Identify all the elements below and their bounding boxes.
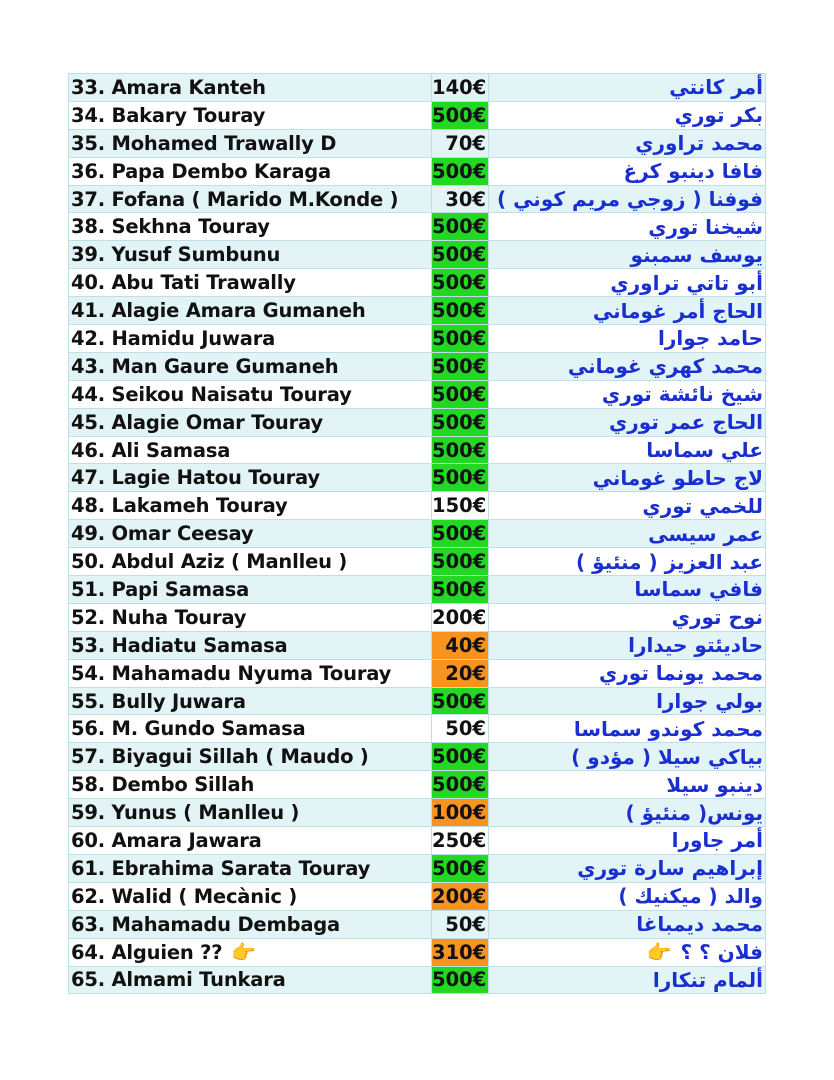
- donor-name-cell: [69, 687, 432, 715]
- table-row: [69, 715, 766, 743]
- donor-name: 60. Amara Jawara: [71, 828, 262, 852]
- donor-name: 35. Mohamed Trawally D: [71, 131, 337, 155]
- donor-name: 59. Yunus ( Manlleu ): [71, 801, 300, 825]
- donor-name: 36. Papa Dembo Karaga: [71, 159, 332, 183]
- table-row: [69, 101, 766, 129]
- donor-name: 45. Alagie Omar Touray: [71, 410, 323, 434]
- arabic-name-cell: إبراهيم سارة توري: [489, 854, 766, 882]
- donor-name-cell: [69, 631, 432, 659]
- arabic-name-cell: محمد كهري غوماني: [489, 352, 766, 380]
- donor-name: 40. Abu Tati Trawally: [71, 271, 296, 295]
- donor-name: 58. Dembo Sillah: [71, 773, 255, 797]
- amount-cell: 310€: [432, 938, 489, 966]
- amount-cell: 500€: [432, 325, 489, 353]
- table-row: [69, 352, 766, 380]
- table-row: [69, 464, 766, 492]
- table-row: [69, 938, 766, 966]
- amount-cell: 500€: [432, 743, 489, 771]
- table-row: [69, 687, 766, 715]
- amount-cell: 50€: [432, 715, 489, 743]
- table-row: [69, 157, 766, 185]
- amount-cell: 50€: [432, 910, 489, 938]
- donor-name-cell: [69, 603, 432, 631]
- donor-name: 38. Sekhna Touray: [71, 215, 270, 239]
- donor-name: 62. Walid ( Mecànic ): [71, 884, 298, 908]
- donor-name-cell: [69, 771, 432, 799]
- donor-name-cell: [69, 576, 432, 604]
- donor-name-cell: [69, 492, 432, 520]
- table-row: [69, 882, 766, 910]
- table-row: [69, 548, 766, 576]
- donor-name: 48. Lakameh Touray: [71, 494, 288, 518]
- donor-name: 54. Mahamadu Nyuma Touray: [71, 661, 392, 685]
- amount-cell: 250€: [432, 827, 489, 855]
- amount-cell: 100€: [432, 799, 489, 827]
- table-row: [69, 213, 766, 241]
- table-row: [69, 436, 766, 464]
- arabic-name-cell: أمر كانتي: [489, 74, 766, 102]
- amount-cell: 200€: [432, 882, 489, 910]
- donor-name: 57. Biyagui Sillah ( Maudo ): [71, 745, 369, 769]
- donor-name-cell: [69, 715, 432, 743]
- donor-name-cell: [69, 241, 432, 269]
- donor-name-cell: [69, 74, 432, 102]
- donor-name-cell: [69, 854, 432, 882]
- arabic-name-cell: الحاج عمر توري: [489, 408, 766, 436]
- table-row: [69, 631, 766, 659]
- donor-name: 55. Bully Juwara: [71, 689, 246, 713]
- amount-cell: 500€: [432, 771, 489, 799]
- donor-list-table: [68, 73, 766, 994]
- amount-cell: 500€: [432, 854, 489, 882]
- table-row: [69, 74, 766, 102]
- donor-name-cell: [69, 743, 432, 771]
- table-row: [69, 854, 766, 882]
- donor-name: 65. Almami Tunkara: [71, 968, 286, 992]
- donor-name-cell: [69, 436, 432, 464]
- arabic-name-cell: شيخ نائشة توري: [489, 380, 766, 408]
- arabic-name-cell: ألمام تنكارا: [489, 966, 766, 994]
- pointing-hand-icon: 👉: [646, 940, 672, 965]
- donor-name: 63. Mahamadu Dembaga: [71, 912, 341, 936]
- donor-name: 46. Ali Samasa: [71, 438, 231, 462]
- table-row: [69, 492, 766, 520]
- table-row: [69, 966, 766, 994]
- table-row: [69, 603, 766, 631]
- amount-cell: 500€: [432, 464, 489, 492]
- arabic-name-cell: محمد كوندو سماسا: [489, 715, 766, 743]
- amount-cell: 500€: [432, 436, 489, 464]
- amount-cell: 500€: [432, 241, 489, 269]
- arabic-name-cell: الحاج أمر غوماني: [489, 297, 766, 325]
- table-row: [69, 129, 766, 157]
- donor-name: 47. Lagie Hatou Touray: [71, 466, 320, 490]
- arabic-name: فلان ؟ ؟: [680, 940, 763, 965]
- table-row: [69, 827, 766, 855]
- donor-name-cell: [69, 659, 432, 687]
- donor-name: 44. Seikou Naisatu Touray: [71, 382, 352, 406]
- donor-name-cell: [69, 185, 432, 213]
- donor-name-cell: [69, 269, 432, 297]
- donor-name-cell: [69, 827, 432, 855]
- donor-name-cell: [69, 101, 432, 129]
- table-row: [69, 520, 766, 548]
- arabic-name-cell: فوفنا ( زوجي مريم كوني ): [489, 185, 766, 213]
- arabic-name-cell: عمر سيسى: [489, 520, 766, 548]
- donor-name-cell: [69, 799, 432, 827]
- amount-cell: 500€: [432, 213, 489, 241]
- amount-cell: 500€: [432, 352, 489, 380]
- arabic-name-cell: [489, 938, 766, 966]
- donor-name-cell: [69, 380, 432, 408]
- arabic-name-cell: دينبو سيلا: [489, 771, 766, 799]
- amount-cell: 500€: [432, 380, 489, 408]
- arabic-name-cell: فافي سماسا: [489, 576, 766, 604]
- arabic-name-cell: نوح توري: [489, 603, 766, 631]
- amount-cell: 500€: [432, 101, 489, 129]
- arabic-name-cell: أمر جاورا: [489, 827, 766, 855]
- arabic-name-cell: حاديئتو حيدارا: [489, 631, 766, 659]
- amount-cell: 500€: [432, 297, 489, 325]
- amount-cell: 500€: [432, 269, 489, 297]
- table-row: [69, 408, 766, 436]
- arabic-name-cell: والد ( ميكنيك ): [489, 882, 766, 910]
- donor-name-cell: [69, 966, 432, 994]
- amount-cell: 500€: [432, 687, 489, 715]
- arabic-name-cell: فافا دينبو كرغ: [489, 157, 766, 185]
- table-row: [69, 659, 766, 687]
- arabic-name-cell: يوسف سمبنو: [489, 241, 766, 269]
- amount-cell: 500€: [432, 157, 489, 185]
- amount-cell: 140€: [432, 74, 489, 102]
- amount-cell: 20€: [432, 659, 489, 687]
- table-row: [69, 269, 766, 297]
- table-row: [69, 241, 766, 269]
- pointing-hand-icon: 👉: [230, 940, 256, 965]
- donor-name: 61. Ebrahima Sarata Touray: [71, 856, 371, 880]
- amount-cell: 500€: [432, 408, 489, 436]
- donor-name: 50. Abdul Aziz ( Manlleu ): [71, 550, 348, 574]
- table-row: [69, 576, 766, 604]
- donor-name: 56. M. Gundo Samasa: [71, 717, 306, 741]
- arabic-name-cell: بكر توري: [489, 101, 766, 129]
- arabic-name-cell: محمد ديمباغا: [489, 910, 766, 938]
- arabic-name-cell: بولي جوارا: [489, 687, 766, 715]
- amount-cell: 200€: [432, 603, 489, 631]
- donor-name: 52. Nuha Touray: [71, 605, 247, 629]
- arabic-name-cell: يونس( منئيؤ ): [489, 799, 766, 827]
- amount-cell: 500€: [432, 520, 489, 548]
- donor-name-cell: [69, 325, 432, 353]
- arabic-name-cell: شيخنا توري: [489, 213, 766, 241]
- donor-name: 53. Hadiatu Samasa: [71, 633, 288, 657]
- arabic-name-cell: حامد جوارا: [489, 325, 766, 353]
- table-row: [69, 297, 766, 325]
- table-row: [69, 743, 766, 771]
- donor-name: 39. Yusuf Sumbunu: [71, 243, 281, 267]
- amount-cell: 500€: [432, 966, 489, 994]
- donor-name: 33. Amara Kanteh: [71, 75, 266, 99]
- table-row: [69, 380, 766, 408]
- table-row: [69, 185, 766, 213]
- donor-name: 43. Man Gaure Gumaneh: [71, 354, 339, 378]
- amount-cell: 30€: [432, 185, 489, 213]
- arabic-name-cell: محمد يونما توري: [489, 659, 766, 687]
- amount-cell: 500€: [432, 548, 489, 576]
- donor-name-cell: [69, 548, 432, 576]
- arabic-name-cell: محمد تراوري: [489, 129, 766, 157]
- amount-cell: 150€: [432, 492, 489, 520]
- donor-name-cell: [69, 129, 432, 157]
- donor-name: 34. Bakary Touray: [71, 103, 266, 127]
- table-row: [69, 771, 766, 799]
- arabic-name-cell: لاج حاطو غوماني: [489, 464, 766, 492]
- donor-name-cell: [69, 297, 432, 325]
- donor-name-cell: [69, 157, 432, 185]
- donor-name-cell: [69, 938, 432, 966]
- donor-name: 42. Hamidu Juwara: [71, 326, 276, 350]
- donor-name-cell: [69, 910, 432, 938]
- table-row: [69, 799, 766, 827]
- arabic-name-cell: أبو تاتي تراوري: [489, 269, 766, 297]
- amount-cell: 40€: [432, 631, 489, 659]
- donor-name-cell: [69, 464, 432, 492]
- donor-name-cell: [69, 882, 432, 910]
- arabic-name-cell: بياكي سيلا ( مؤدو ): [489, 743, 766, 771]
- donor-name: 51. Papi Samasa: [71, 577, 250, 601]
- donor-name: 64. Alguien ??: [71, 941, 223, 965]
- arabic-name-cell: علي سماسا: [489, 436, 766, 464]
- table-row: [69, 325, 766, 353]
- donor-name-cell: [69, 408, 432, 436]
- amount-cell: 70€: [432, 129, 489, 157]
- donor-name: 37. Fofana ( Marido M.Konde ): [71, 187, 399, 211]
- amount-cell: 500€: [432, 576, 489, 604]
- table-row: [69, 910, 766, 938]
- arabic-name-cell: للخمي توري: [489, 492, 766, 520]
- donor-name: 49. Omar Ceesay: [71, 522, 254, 546]
- arabic-name-cell: عبد العزيز ( منئيؤ ): [489, 548, 766, 576]
- donor-name-cell: [69, 352, 432, 380]
- donor-name-cell: [69, 520, 432, 548]
- donor-name: 41. Alagie Amara Gumaneh: [71, 299, 366, 323]
- donor-list-body: [69, 74, 766, 994]
- donor-name-cell: [69, 213, 432, 241]
